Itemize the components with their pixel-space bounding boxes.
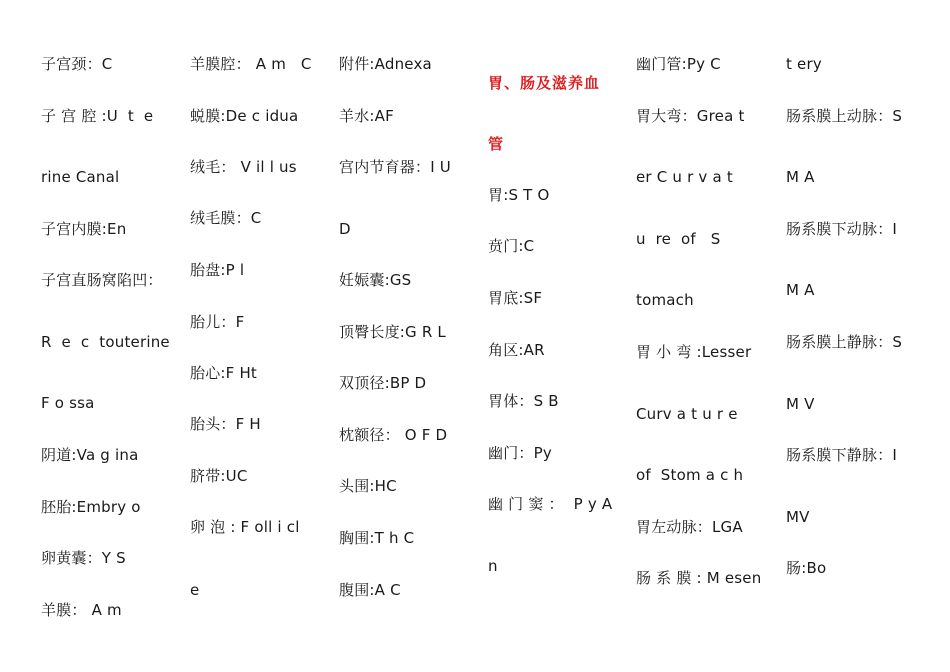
term-line: 胎盘:P l (190, 261, 245, 279)
term-line: 阴道:Va g ina (41, 446, 139, 464)
term-line: M A (786, 281, 815, 299)
term-line: 胚胎:Embry o (41, 498, 141, 516)
term-line: 羊膜腔： A m C (190, 55, 312, 73)
term-line: 枕额径： O F D (339, 426, 448, 444)
term-line: 肠 系 膜 : M esen (636, 569, 762, 587)
term-line: 幽 门 窦 ： P y A (488, 495, 613, 513)
term-line: 肠:Bo (786, 559, 827, 577)
term-line: 幽门：Py (488, 444, 552, 462)
term-line: e (190, 581, 200, 599)
term-line: 胃 小 弯 :Lesser (636, 343, 752, 361)
term-line: 子宫内膜:En (41, 220, 127, 238)
term-line: D (339, 220, 351, 238)
term-line: 双顶径:BP D (339, 374, 427, 392)
term-line: 妊娠囊:GS (339, 271, 412, 289)
term-line: 胃左动脉：LGA (636, 518, 743, 536)
term-line: 肠系膜上动脉：S (786, 107, 903, 125)
term-line: 卵 泡 : F oll i cl (190, 518, 300, 536)
term-line: 胎心:F Ht (190, 364, 258, 382)
term-line: u re of S (636, 230, 721, 248)
term-line: tomach (636, 291, 694, 309)
term-line: of Stom a c h (636, 466, 744, 484)
term-line: n (488, 557, 498, 575)
term-line: 贲门:C (488, 237, 535, 255)
term-line: 脐带:UC (190, 467, 248, 485)
term-line: 胃:S T O (488, 186, 550, 204)
term-line: M V (786, 395, 815, 413)
term-line: 顶臀长度:G R L (339, 323, 446, 341)
term-line: 胃体：S B (488, 392, 559, 410)
term-line: M A (786, 168, 815, 186)
term-line: F o ssa (41, 394, 95, 412)
term-line: t ery (786, 55, 822, 73)
term-line: 胎头：F H (190, 415, 261, 433)
term-line: 宫内节育器：I U (339, 158, 451, 176)
section-heading: 管 (488, 135, 505, 153)
term-line: er C u r v a t (636, 168, 733, 186)
term-line: 羊膜： A m (41, 601, 122, 619)
term-line: 蜕膜:De c idua (190, 107, 299, 125)
term-line: Curv a t u r e (636, 405, 738, 423)
term-line: 绒毛： V il l us (190, 158, 297, 176)
term-line: 肠系膜下静脉：I (786, 446, 898, 464)
term-line: 幽门管:Py C (636, 55, 721, 73)
term-line: 卵黄囊：Y S (41, 549, 126, 567)
term-line: 绒毛膜：C (190, 209, 262, 227)
term-line: rine Canal (41, 168, 120, 186)
term-line: 胎儿：F (190, 313, 245, 331)
term-line: 头围:HC (339, 477, 397, 495)
term-line: 子宫颈：C (41, 55, 113, 73)
term-line: MV (786, 508, 810, 526)
term-line: 附件:Adnexa (339, 55, 432, 73)
term-line: 腹围:A C (339, 581, 401, 599)
term-line: 子 宫 腔 :U t e (41, 107, 154, 125)
term-line: 肠系膜下动脉：I (786, 220, 898, 238)
term-line: 角区:AR (488, 341, 545, 359)
term-line: R e c touterine (41, 333, 170, 351)
section-heading: 胃、肠及滋养血 (488, 74, 601, 92)
term-line: 胃大弯：Grea t (636, 107, 745, 125)
term-line: 羊水:AF (339, 107, 394, 125)
term-line: 肠系膜上静脉：S (786, 333, 903, 351)
term-line: 胸围:T h C (339, 529, 415, 547)
term-line: 胃底:SF (488, 289, 543, 307)
term-line: 子宫直肠窝陷凹： (41, 271, 163, 289)
